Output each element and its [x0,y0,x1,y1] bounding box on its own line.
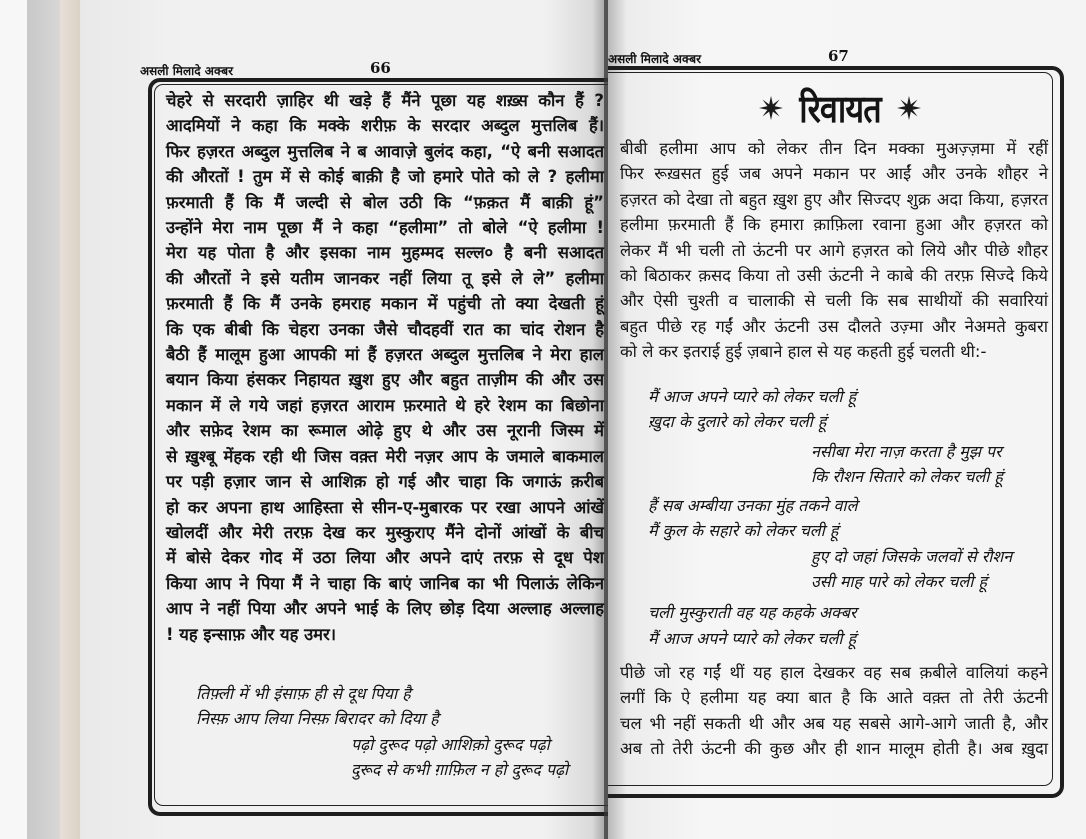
verse-block [196,681,608,782]
verse-line: दुरूद से कभी ग़ाफ़िल न हो दुरूद पढ़ो [351,759,569,779]
verse-line: हुए दो जहां जिसके जलवों से रौशन [811,546,1013,566]
running-title: असली मिलादे अक्बर [608,52,702,66]
text-line: और सफ़ेद रेशम का रूमाल ओढ़े हुए थे और उस नूरानी जिस्म में [166,421,604,441]
text-line: ! यह इन्साफ़ और यह उमर। [166,624,337,644]
text-line: पीछे जो रह गईं थीं यह हाल देखकर वह सब क़बीले वालियां कहने [620,663,1048,682]
text-line: फ़रमाती हैं कि मैं जल्दी से बोल उठी कि “फ़क़त मैं बाक़ी हूं” [166,192,604,212]
verse-line: पढ़ो दुरूद पढ़ो आशिक़ो दुरूद पढ़ो [351,734,550,754]
running-title: असली मिलादे अक्बर [140,64,234,78]
text-line: हलीमा फ़रमाती हैं कि हमारा क़ाफ़िला रवाना हुआ और हज़रत को [620,215,1048,235]
text-line: चल भी नहीं सकती थी और अब यह सबसे आगे-आगे जाती है, और [620,713,1048,733]
text-line: अब तो तेरी ऊंटनी की कुछ और ही शान मालूम होती है। अब ख़ुदा [620,739,1048,759]
verse-line: मैं आज अपने प्यारे को लेकर चली हूं [648,628,857,648]
text-line: को बिठाकर क़सद किया तो उसी ऊंटनी ने काबे की तरफ़ सिज्दे किये [620,266,1048,286]
text-line: लेकर मैं भी चली तो ऊंटनी पर आगे हज़रत को लिये और पीछे शौहर [620,240,1048,260]
text-line: फिर हज़रत अब्दुल मुत्तलिब ने ब आवाज़े बुलंद कहा, “ऐ बनी सआदत [166,141,604,161]
text-line: की औरतों ने इसे यतीम जानकर नहीं लिया तू इसे ले ले” हलीमा [166,268,604,288]
verse-line: कि रौशन सितारे को लेकर चली हूं [811,466,1003,486]
text-line: से ख़ुश्बू मेंहक रही थी जिस वक़्त मेरी नज़र आप के जमाले बाकमाल [166,446,604,466]
verse-line: हैं सब अम्बीया उनका मुंह तकने वाले [648,496,858,516]
text-line: खोलदीं और मेरी तरफ़ देख कर मुस्कुराए मैंने दोनों आंखों के बीच [166,522,604,542]
text-line: पर पड़ी हज़ार जान से आशिक़ हो गई और चाहा कि जगाऊं क़रीब [166,472,604,492]
section-heading-text: रिवायत [799,87,881,131]
prose-body [620,136,1048,365]
text-line: चेहरे से सरदारी ज़ाहिर थी खड़े हैं मैंने पूछा यह शख़्स कौन हैं ? [166,91,604,110]
closing-prose [620,660,1048,762]
text-line: बैठी हैं मालूम हुआ आपकी मां हैं हज़रत अब्दुल मुत्तलिब ने मेरा हाल [166,345,604,365]
text-line: को ले कर इतराई हुई ज़बाने हाल से यह कहती हुई चलती थी:- [620,342,987,362]
section-heading [758,82,922,134]
star-ornament-icon [758,95,784,121]
text-line: हो कर अपना हाथ आहिस्ता से सीन-ए-मुबारक पर रखा आपने आंखें [166,497,604,517]
star-ornament-icon [896,95,922,121]
text-line: की औरतों ! तुम में से कोई बाक़ी है जो हमारे पोते को ले ? हलीमा [166,167,604,187]
text-line: मेरा यह पोता है और इसका नाम मुहम्मद सल्ल० है बनी सआदत [166,243,604,263]
text-line: उन्होंने मेरा नाम पूछा मैं ने कहा “हलीमा” तो बोले “ऐ हलीमा ! [166,218,604,238]
right-page [608,0,1086,839]
text-line: लगीं कि ऐ हलीमा यह क्या बात है कि आते वक़्त तो तेरी ऊंटनी [620,688,1048,708]
verse-line: ख़ुदा के दुलारे को लेकर चली हूं [648,412,827,432]
text-line: बीबी हलीमा आप को लेकर तीन दिन मक्का मुअज़्ज़मा में रहीं [620,139,1048,158]
text-line: फिर रूख़सत हुई जब अपने मकान पर आईं और उनके शौहर ने [620,164,1048,184]
page-number: 66 [370,59,391,77]
text-line: हज़रत को देखा तो बहुत ख़ुश हुए और सिज्दए शुक्र अदा किया, हज़रत [620,189,1048,209]
verse-line: नसीबा मेरा नाज़ करता है मुझ पर [811,441,1002,461]
verse-line: तिफ़्ली में भी इंसाफ़ ही से दूध पिया है [196,684,411,703]
text-line: आदमियों ने कहा कि मक्के शरीफ़ के सरदार अब्दुल मुत्तलिब हैं। [166,116,604,136]
text-line: बयान किया हंसकर निहायत ख़ुश हुए और बहुत ताज़ीम की और उस [166,370,604,390]
book-edge-white [0,0,27,839]
verse-line: चली मुस्कुराती वह यह कहके अक्बर [648,603,857,623]
verse-line: मैं कुल के सहारे को लेकर चली हूं [648,521,839,541]
text-line: में बोसे देकर गोद में उठा लिया और अपने दाएं तरफ़ से दूध पेश [166,548,604,568]
book-edge-cream [60,0,80,839]
left-page [80,0,608,839]
text-line: फ़रमाती हैं कि मैं उनके हमराह मकान में पहुंची तो क्या देखती हूं [166,294,604,314]
text-line: और ऐसी चुश्ती व चालाकी से चली कि सब साथीयों की सवारियां [620,291,1048,311]
verse-line: मैं आज अपने प्यारे को लेकर चली हूं [648,387,857,406]
text-line: बहुत पीछे रह गईं और ऊंटनी उस दौलते उज़्मा और नेअमते कुबरा [620,316,1048,336]
verse-block [648,384,1048,651]
text-line: कि एक बीबी कि चेहरा उनका जैसे चौदहवीं रात का चांद रोशन है [166,319,604,339]
page-number: 67 [828,47,849,65]
verse-line: निस्फ़ आप लिया निस्फ़ बिरादर को दिया है [196,709,439,729]
verse-line: उसी माह पारे को लेकर चली हूं [811,572,987,592]
text-line: आप ने नहीं पिया और अपने भाई के लिए छोड़ दिया अल्लाह अल्लाह [166,599,604,619]
book-edge-grey [27,0,60,839]
prose-body [166,88,604,647]
text-line: किया आप ने पिया मैं ने चाहा कि बाएं जानिब का भी पिलाऊं लेकिन [166,573,604,593]
text-line: मकान में ले गये जहां हज़रत आराम फ़रमाते थे हरे रेशम का बिछोना [166,395,604,415]
